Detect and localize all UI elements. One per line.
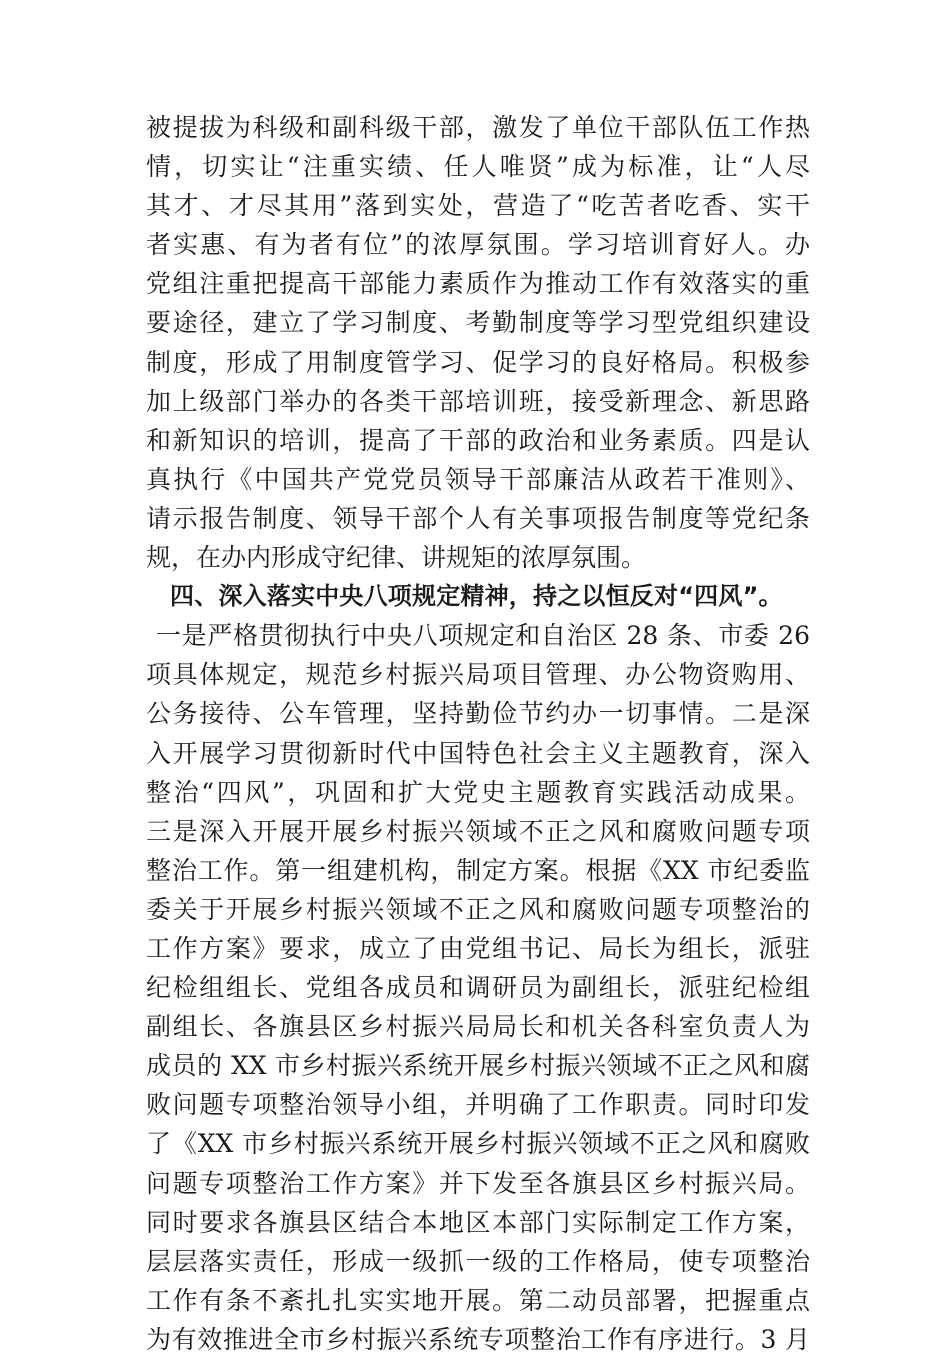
- text-line: 规，在办内形成守纪律、讲规矩的浓厚氛围。: [146, 543, 647, 573]
- text-line: 公务接待、公车管理，坚持勤俭节约办一切事情。二是深: [146, 699, 810, 729]
- text-line: 其才、才尽其用”落到实处，营造了“吃苦者吃香、实干: [146, 191, 810, 221]
- text-line: 制度，形成了用制度管学习、促学习的良好格局。积极参: [146, 347, 810, 377]
- section-heading: 四、深入落实中央八项规定精神，持之以恒反对“四风”。: [170, 582, 783, 611]
- text-line: 入开展学习贯彻新时代中国特色社会主义主题教育，深入: [146, 738, 810, 768]
- text-line: 情，切实让“注重实绩、任人唯贤”成为标准，让“人尽: [146, 152, 810, 182]
- paragraph-eight-rules: [146, 616, 810, 1359]
- text-line: 整治工作。第一组建机构，制定方案。根据《XX 市纪委监: [146, 855, 810, 885]
- text-line: 纪检组组长、党组各成员和调研员为副组长，派驻纪检组: [146, 973, 810, 1003]
- text-line: 层层落实责任，形成一级抓一级的工作格局，使专项整治: [146, 1246, 810, 1276]
- text-line: 同时要求各旗县区结合本地区本部门实际制定工作方案，: [146, 1207, 810, 1237]
- text-line: 败问题专项整治领导小组，并明确了工作职责。同时印发: [146, 1090, 810, 1120]
- text-line: 整治“四风”，巩固和扩大党史主题教育实践活动成果。: [146, 777, 810, 807]
- text-line: 和新知识的培训，提高了干部的政治和业务素质。四是认: [146, 425, 810, 455]
- text-line: 工作方案》要求，成立了由党组书记、局长为组长，派驻: [146, 933, 810, 963]
- text-line: 一是严格贯彻执行中央八项规定和自治区 28 条、市委 26: [156, 621, 810, 651]
- text-line: 为有效推进全市乡村振兴系统专项整治工作有序进行。3 月: [146, 1324, 810, 1354]
- paragraph-cadre-training: [146, 108, 810, 577]
- text-line: 成员的 XX 市乡村振兴系统开展乡村振兴领域不正之风和腐: [146, 1051, 810, 1081]
- text-line: 副组长、各旗县区乡村振兴局局长和机关各科室负责人为: [146, 1012, 810, 1042]
- text-line: 者实惠、有为者有位”的浓厚氛围。学习培训育好人。办: [146, 230, 810, 260]
- text-line: 真执行《中国共产党党员领导干部廉洁从政若干准则》、: [146, 464, 810, 494]
- text-line: 了《XX 市乡村振兴系统开展乡村振兴领域不正之风和腐败: [146, 1129, 810, 1159]
- text-line: 请示报告制度、领导干部个人有关事项报告制度等党纪条: [146, 503, 810, 533]
- text-line: 加上级部门举办的各类干部培训班，接受新理念、新思路: [146, 386, 810, 416]
- text-line: 工作有条不紊扎扎实实地开展。第二动员部署，把握重点: [146, 1285, 810, 1315]
- text-line: 被提拔为科级和副科级干部，激发了单位干部队伍工作热: [146, 113, 810, 142]
- text-line: 委关于开展乡村振兴领域不正之风和腐败问题专项整治的: [146, 894, 810, 924]
- document-page: [146, 108, 810, 1359]
- text-line: 要途径，建立了学习制度、考勤制度等学习型党组织建设: [146, 308, 810, 338]
- text-line: 问题专项整治工作方案》并下发至各旗县区乡村振兴局。: [146, 1168, 810, 1198]
- text-line: 党组注重把提高干部能力素质作为推动工作有效落实的重: [146, 269, 810, 299]
- text-line: 三是深入开展开展乡村振兴领域不正之风和腐败问题专项: [146, 816, 810, 846]
- text-line: 项具体规定，规范乡村振兴局项目管理、办公物资购用、: [146, 660, 810, 690]
